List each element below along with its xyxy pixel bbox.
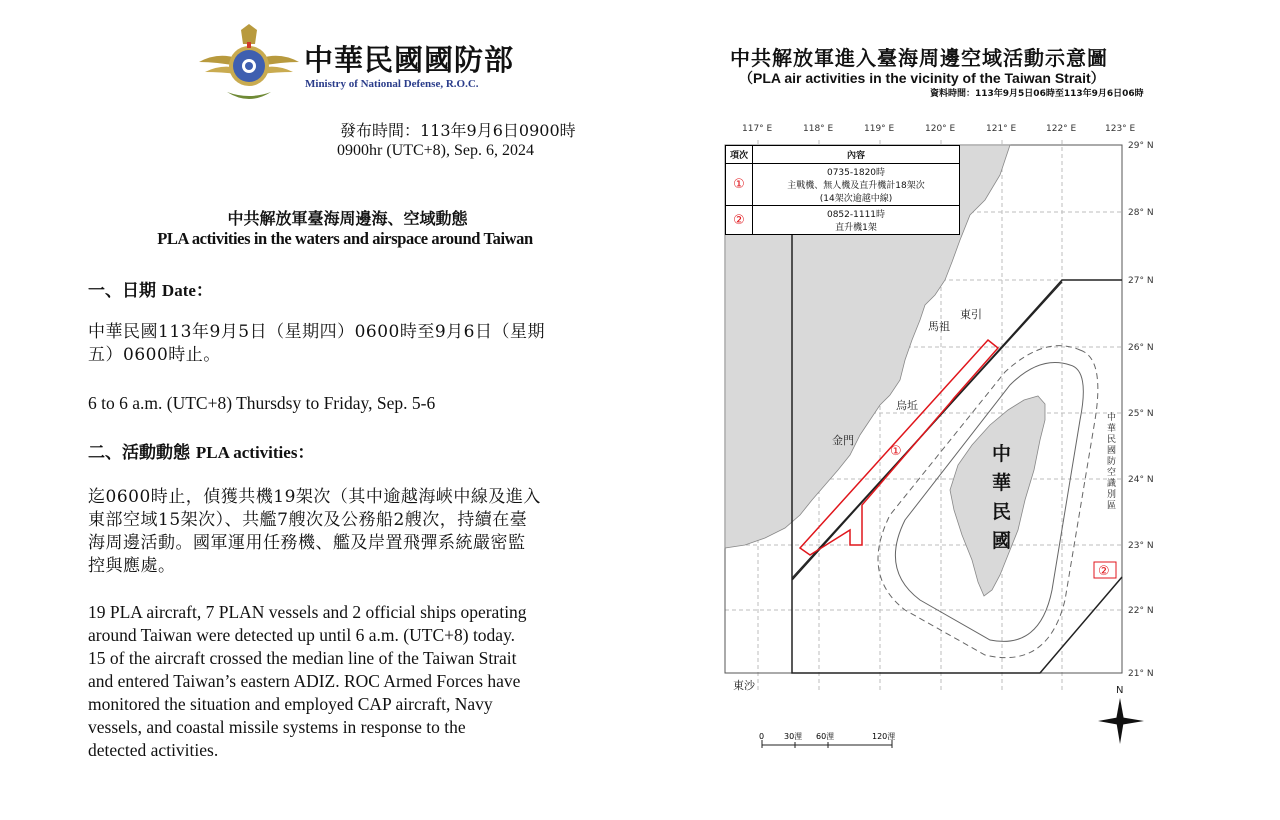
section-date-heading-en: Date：: [161, 281, 213, 300]
activities-en-line: and entered Taiwan’s eastern ADIZ. ROC Armed Forces have: [88, 671, 521, 691]
activities-line: 海周邊活動。國軍運用任務機、艦及岸置飛彈系統嚴密監: [88, 533, 526, 553]
lat-label: 21° N: [1128, 669, 1154, 679]
legend-row: [726, 164, 960, 206]
adiz-label-char: 中: [1107, 413, 1117, 423]
document-title-cn: 中共解放軍臺海周邊海、空域動態: [227, 209, 468, 228]
place-matsu: 馬祖: [928, 320, 950, 333]
date-body-cn: [88, 321, 633, 367]
activities-en-line: around Taiwan were detected up until 6 a.m. (UTC+8) today.: [88, 625, 516, 645]
section-activities-heading-cn: 二、活動動態: [88, 443, 190, 463]
north-label: N: [1116, 685, 1124, 696]
lat-label: 23° N: [1128, 541, 1154, 551]
lon-label: 117° E: [742, 124, 773, 134]
lat-label: 28° N: [1128, 208, 1154, 218]
legend-row-content: [753, 164, 960, 206]
activities-en-line: monitored the situation and employed CAP aircraft, Navy: [88, 694, 493, 714]
legend-col-content: 內容: [753, 146, 960, 164]
legend-header-row: [726, 146, 960, 164]
adiz-label-char: 識: [1107, 479, 1117, 489]
lon-label: 122° E: [1046, 124, 1077, 134]
activities-line: 控與應處。: [88, 556, 176, 576]
map-title-cn: 中共解放軍進入臺海周邊空域活動示意圖: [730, 46, 1108, 70]
legend-row-desc: 直升機1架: [835, 223, 877, 233]
map-data-period: 資料時間：113年9月5日06時至113年9月6日06時: [930, 89, 1144, 99]
adiz-label-char: 防: [1107, 457, 1117, 467]
legend-row-time: 0735-1820時: [826, 168, 886, 178]
activities-en-line: vessels, and coastal missile systems in response to the: [88, 717, 466, 737]
legend-row-time: 0852-1111時: [826, 210, 886, 220]
place-kinmen: 金門: [832, 434, 854, 447]
publish-time-en: 0900hr (UTC+8), Sep. 6, 2024: [337, 142, 535, 159]
publish-time-cn: 發布時間：113年9月6日0900時: [340, 121, 576, 140]
legend-row-num: ①: [726, 164, 753, 206]
roc-label-char: 中: [992, 443, 1012, 465]
scale-label: 120浬: [872, 732, 896, 741]
legend-row-num: ②: [726, 206, 753, 235]
map-legend-table: [725, 145, 960, 235]
legend-col-item: 項次: [726, 146, 753, 164]
lon-label: 119° E: [864, 124, 895, 134]
scale-label: 60浬: [816, 732, 835, 741]
adiz-label-char: 民: [1107, 435, 1117, 445]
roc-label-char: 民: [992, 501, 1012, 523]
legend-row-content: [753, 206, 960, 235]
legend-row-note: (14架次逾越中線): [819, 194, 893, 204]
roc-label-char: 國: [992, 530, 1012, 552]
section-date-heading: [88, 276, 213, 301]
lon-label: 118° E: [803, 124, 834, 134]
date-line: 五）0600時止。: [88, 345, 221, 365]
scale-label: 0: [759, 732, 765, 741]
date-body-en: 6 to 6 a.m. (UTC+8) Thursdsy to Friday, Sep. 5-6: [88, 393, 436, 413]
adiz-label-char: 華: [1107, 424, 1117, 434]
area-2-marker: ②: [1098, 564, 1110, 579]
lat-label: 22° N: [1128, 606, 1154, 616]
map-title-en: （PLA air activities in the vicinity of the Taiwan Strait）: [739, 70, 1105, 86]
area-1-marker: ①: [890, 444, 902, 459]
section-activities-heading: [88, 438, 314, 463]
org-name-cn: 中華民國國防部: [304, 43, 515, 77]
adiz-label-char: 空: [1107, 468, 1117, 478]
activities-body-en: [88, 601, 633, 762]
activities-line: 東部空域15架次）、共艦7艘次及公務船2艘次，持續在臺: [88, 510, 528, 530]
adiz-label-char: 國: [1107, 446, 1117, 456]
place-wuqiu: 烏坵: [896, 399, 918, 412]
roc-label-char: 華: [992, 472, 1012, 494]
lon-label: 121° E: [986, 124, 1017, 134]
lat-label: 25° N: [1128, 409, 1154, 419]
document-title-en: PLA activities in the waters and airspace around Taiwan: [157, 229, 533, 248]
scale-label: 30浬: [784, 732, 803, 741]
place-dongsha: 東沙: [733, 679, 755, 692]
north-arrow-icon: [1098, 685, 1144, 744]
activities-en-line: 19 PLA aircraft, 7 PLAN vessels and 2 official ships operating: [88, 602, 527, 622]
activities-body-cn: [88, 486, 633, 578]
lon-label: 123° E: [1105, 124, 1136, 134]
legend-row: [726, 206, 960, 235]
section-date-heading-cn: 一、日期: [88, 281, 156, 301]
taiwan-island: [950, 396, 1045, 596]
legend-row-desc: 主戰機、無人機及直升機計18架次: [787, 181, 925, 191]
activities-en-line: 15 of the aircraft crossed the median line of the Taiwan Strait: [88, 648, 517, 668]
activities-en-line: detected activities.: [88, 740, 219, 760]
scale-bar: [759, 732, 895, 748]
date-line: 中華民國113年9月5日（星期四）0600時至9月6日（星期: [88, 322, 545, 342]
adiz-label-char: 區: [1107, 501, 1117, 511]
lat-label: 26° N: [1128, 343, 1154, 353]
org-name-en: Ministry of National Defense, R.O.C.: [305, 78, 479, 90]
lat-label: 29° N: [1128, 141, 1154, 151]
mnd-emblem-icon: [197, 22, 301, 106]
section-activities-heading-en: PLA activities：: [195, 443, 315, 462]
lon-label: 120° E: [925, 124, 956, 134]
activities-line: 迄0600時止，偵獲共機19架次（其中逾越海峽中線及進入: [88, 487, 541, 507]
place-dongyin: 東引: [960, 308, 982, 321]
adiz-label-char: 別: [1107, 490, 1117, 500]
lat-label: 27° N: [1128, 276, 1154, 286]
lat-label: 24° N: [1128, 475, 1154, 485]
